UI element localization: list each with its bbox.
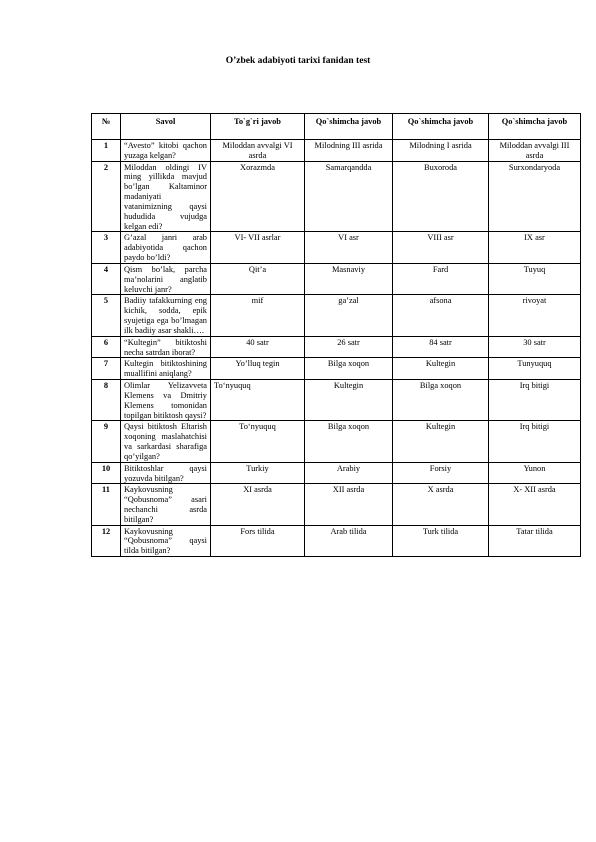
question-number: 6 (92, 336, 121, 358)
extra-answer-2: 84 satr (393, 336, 489, 358)
header-extra-answer-3: Qo`shimcha javob (489, 114, 581, 140)
extra-answer-3: X- XII asrda (489, 484, 581, 525)
extra-answer-2: Forsiy (393, 462, 489, 484)
question-text: “Avesto” kitobi qachon yuzaga kelgan? (121, 140, 211, 162)
question-number: 4 (92, 263, 121, 294)
table-row (92, 358, 581, 380)
question-number: 2 (92, 161, 121, 232)
extra-answer-2: Buxoroda (393, 161, 489, 232)
extra-answer-2: Kultegin (393, 421, 489, 462)
extra-answer-3: Tunyuquq (489, 358, 581, 380)
correct-answer: 40 satr (211, 336, 305, 358)
extra-answer-3: IX asr (489, 232, 581, 263)
extra-answer-3: Surxondaryoda (489, 161, 581, 232)
question-text: Qism bo’lak, parcha ma’nolarini anglatib keluvchi janr? (121, 263, 211, 294)
extra-answer-2: afsona (393, 295, 489, 336)
question-number: 11 (92, 484, 121, 525)
table-row (92, 336, 581, 358)
question-number: 7 (92, 358, 121, 380)
question-number: 10 (92, 462, 121, 484)
correct-answer: Xorazmda (211, 161, 305, 232)
correct-answer: To‘nyuquq (211, 421, 305, 462)
correct-answer: mif (211, 295, 305, 336)
table-row (92, 263, 581, 294)
question-text: “Kultegin” bitiktoshi necha satrdan iborat? (121, 336, 211, 358)
header-question: Savol (121, 114, 211, 140)
correct-answer: XI asrda (211, 484, 305, 525)
correct-answer: Qit’a (211, 263, 305, 294)
header-number: № (92, 114, 121, 140)
header-correct-answer: To`g`ri javob (211, 114, 305, 140)
extra-answer-3: Tuyuq (489, 263, 581, 294)
extra-answer-1: 26 satr (305, 336, 393, 358)
table-row (92, 380, 581, 421)
extra-answer-2: X asrda (393, 484, 489, 525)
extra-answer-1: Bilga xoqon (305, 358, 393, 380)
question-number: 8 (92, 380, 121, 421)
table-row (92, 484, 581, 525)
question-text: G’azal janri arab adabiyotida qachon paydo bo’ldi? (121, 232, 211, 263)
correct-answer: Miloddan avvalgi VI asrda (211, 140, 305, 162)
table-header (92, 114, 581, 140)
question-text: Qaysi bitiktosh Eltarish xoqoning maslahatchisi va sarkardasi sharafiga qo’yilgan? (121, 421, 211, 462)
question-number: 5 (92, 295, 121, 336)
page-title: O’zbek adabiyoti tarixi fanidan test (225, 56, 371, 66)
extra-answer-1: Bilga xoqon (305, 421, 393, 462)
extra-answer-3: rivoyat (489, 295, 581, 336)
extra-answer-3: Irq bitigi (489, 380, 581, 421)
table-body (92, 140, 581, 557)
extra-answer-3: Miloddan avvalgi III asrda (489, 140, 581, 162)
table-row (92, 421, 581, 462)
table-row (92, 161, 581, 232)
table-row (92, 140, 581, 162)
test-table (91, 113, 581, 557)
question-text: Olimlar Yelizavveta Klemens va Dmitriy Klemens tomonidan topilgan bitiktosh qaysi? (121, 380, 211, 421)
table-row (92, 295, 581, 336)
question-text: Kaykovusning “Qobusnoma” qaysi tilda bitilgan? (121, 525, 211, 556)
question-number: 9 (92, 421, 121, 462)
question-text: Badiiy tafakkurning eng kichik, sodda, epik syujetiga ega bo’lmagan ilk badiiy asar shakli…. (121, 295, 211, 336)
question-text: Miloddan oldingi IV ming yillikda mavjud bo’lgan Kaltaminor madaniyati vatanimizning qaysi hududida vujudga kelgan edi? (121, 161, 211, 232)
question-text: Kaykovusning “Qobusnoma” asari nechanchi asrda bitilgan? (121, 484, 211, 525)
extra-answer-3: Irq bitigi (489, 421, 581, 462)
question-number: 12 (92, 525, 121, 556)
extra-answer-3: 30 satr (489, 336, 581, 358)
extra-answer-1: Arabiy (305, 462, 393, 484)
extra-answer-1: Kultegin (305, 380, 393, 421)
header-extra-answer-1: Qo`shimcha javob (305, 114, 393, 140)
table-row (92, 232, 581, 263)
extra-answer-3: Yunon (489, 462, 581, 484)
table-row (92, 462, 581, 484)
question-text: Kultegin bitiktoshining muallifini aniqlang? (121, 358, 211, 380)
correct-answer: Fors tilida (211, 525, 305, 556)
extra-answer-3: Tatar tilida (489, 525, 581, 556)
extra-answer-2: Turk tilida (393, 525, 489, 556)
correct-answer: Yo’lluq tegin (211, 358, 305, 380)
extra-answer-1: XII asrda (305, 484, 393, 525)
question-text: Bitiktoshlar qaysi yozuvda bitilgan? (121, 462, 211, 484)
table-row (92, 525, 581, 556)
correct-answer: VI- VII asrlar (211, 232, 305, 263)
extra-answer-2: Kultegin (393, 358, 489, 380)
extra-answer-2: Milodning I asrida (393, 140, 489, 162)
extra-answer-2: Bilga xoqon (393, 380, 489, 421)
extra-answer-2: Fard (393, 263, 489, 294)
header-extra-answer-2: Qo`shimcha javob (393, 114, 489, 140)
question-number: 1 (92, 140, 121, 162)
extra-answer-1: ga’zal (305, 295, 393, 336)
correct-answer: To‘nyuquq (211, 380, 305, 421)
question-number: 3 (92, 232, 121, 263)
extra-answer-2: VIII asr (393, 232, 489, 263)
extra-answer-1: VI asr (305, 232, 393, 263)
extra-answer-1: Masnaviy (305, 263, 393, 294)
correct-answer: Turkiy (211, 462, 305, 484)
extra-answer-1: Samarqandda (305, 161, 393, 232)
extra-answer-1: Arab tilida (305, 525, 393, 556)
extra-answer-1: Milodning III asrida (305, 140, 393, 162)
